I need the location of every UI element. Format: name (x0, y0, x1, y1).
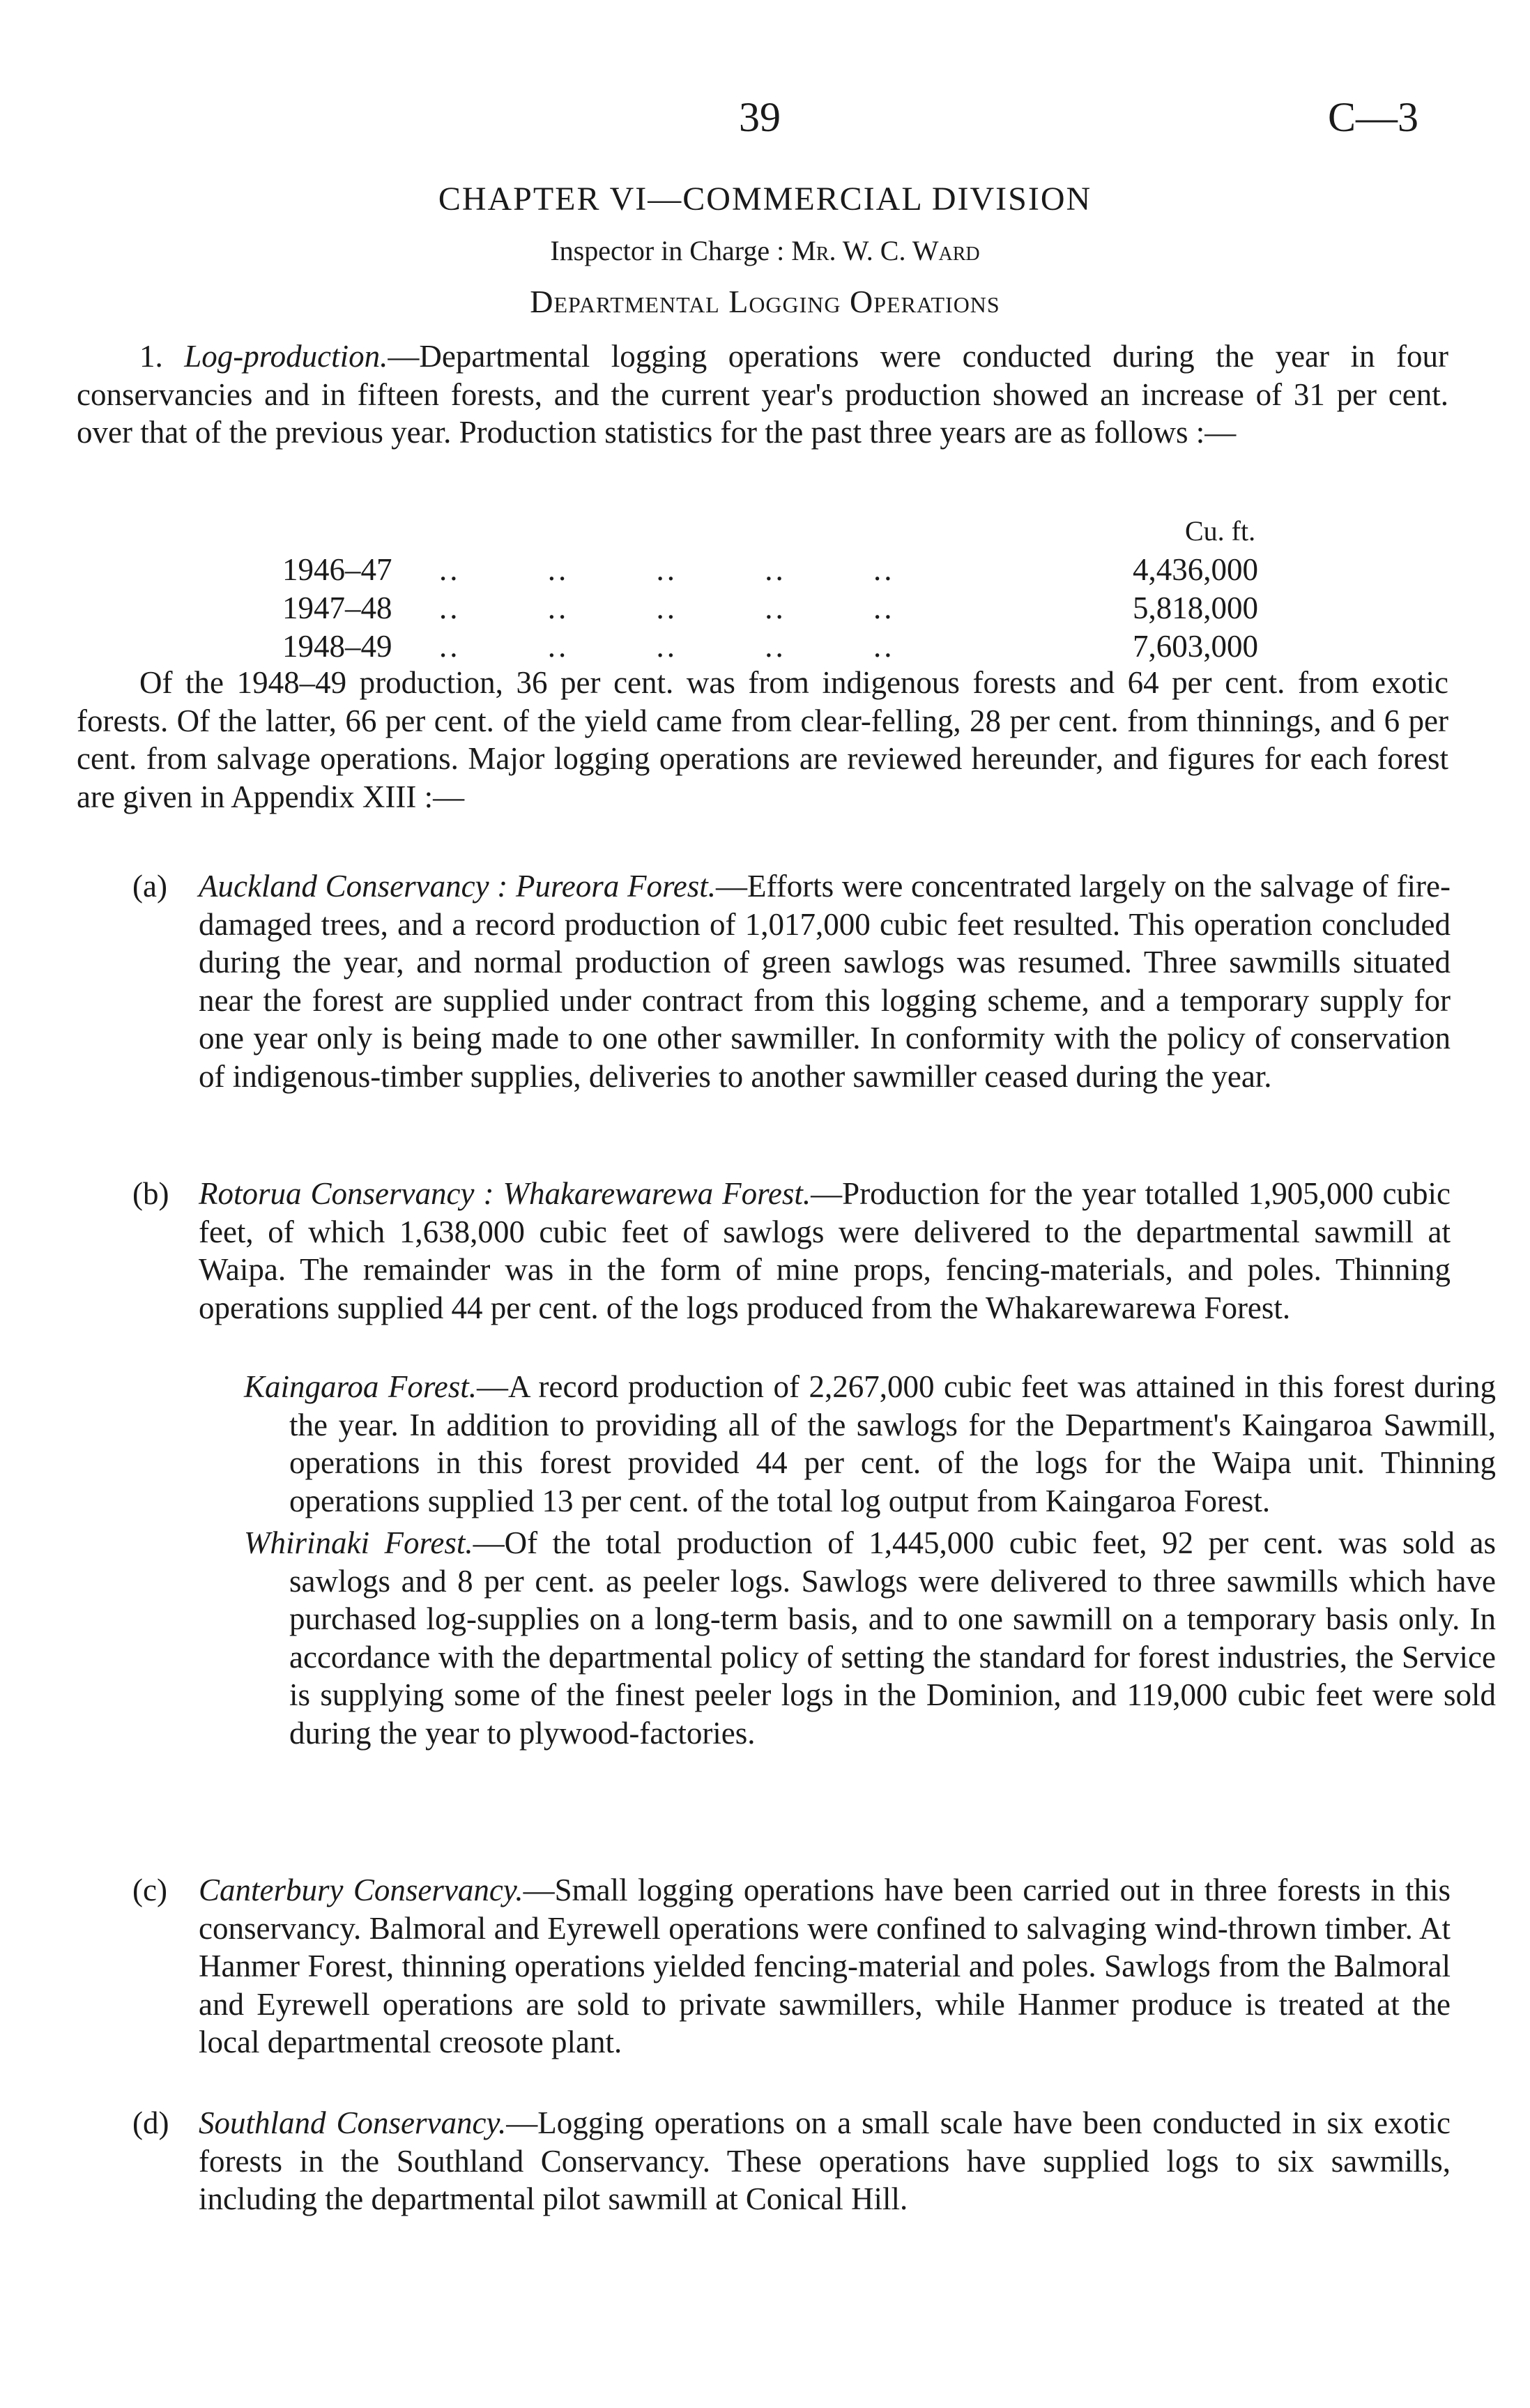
whirinaki-forest-heading: Whirinaki Forest. (244, 1525, 473, 1560)
stats-unit-label: Cu. ft. (1185, 515, 1256, 547)
log-production-heading: Log-production. (184, 339, 388, 374)
stats-year: 1947–48 (282, 590, 392, 625)
inspector-name: Mr. W. C. Ward (791, 235, 980, 266)
canterbury-text: —Small logging operations have been carried out in three forests in this conservancy. Balmoral and Eyrewell operations were confined to salvaging wind-thrown timber. At Hanmer Forest, thinning operations yielded fencing-material and poles. Sawlogs from the Balmoral and Eyrewell operations are sold to private sawmillers, while Hanmer produce is treated at the local departmental creosote plant. (199, 1873, 1451, 2060)
stats-row (282, 551, 1258, 589)
paragraph-number: 1. (139, 339, 163, 374)
chapter-title: CHAPTER VI—COMMERCIAL DIVISION (438, 181, 1092, 218)
production-stats-table (282, 551, 1258, 666)
page-number: 39 (739, 94, 781, 140)
inspector-line (0, 237, 1530, 265)
log-production-text: —Departmental logging operations were conducted during the year in four conservancies and in fifteen forests, and the current year's production showed an increase of 31 per cent. over that of the previous year. Production statistics for the past three years are as follows :— (77, 339, 1449, 450)
auckland-paragraph (199, 867, 1451, 1096)
item-label-a: (a) (132, 869, 167, 904)
item-label-c: (c) (132, 1873, 167, 1907)
pureora-forest-heading: Pureora Forest. (515, 869, 717, 904)
canterbury-paragraph (199, 1871, 1451, 2062)
stats-value: 7,603,000 (1133, 629, 1258, 664)
stats-year: 1948–49 (282, 629, 392, 664)
kaingaroa-forest-heading: Kaingaroa Forest. (244, 1369, 477, 1404)
whakarewarewa-forest-heading: Whakarewarewa Forest. (503, 1176, 811, 1211)
section-heading: Departmental Logging Operations (530, 284, 1000, 319)
stats-leader-dots: .. .. .. .. .. (439, 629, 895, 664)
item-label-d: (d) (132, 2105, 169, 2140)
inspector-prefix: Inspector in Charge : (550, 235, 785, 266)
rotorua-text: —Production for the year totalled 1,905,000 cubic feet, of which 1,638,000 cubic feet of sawlogs were delivered to the departmental sawmill at Waipa. The remainder was in the form of mine props, fencing-materials, and poles. Thinning operations supplied 44 per cent. of the logs produced from the Whakarewarewa Forest. (199, 1176, 1451, 1325)
auckland-conservancy-heading: Auckland Conservancy : (199, 869, 508, 904)
stats-value: 5,818,000 (1133, 590, 1258, 625)
whirinaki-paragraph (244, 1524, 1496, 1753)
rotorua-paragraph (199, 1175, 1451, 1327)
auckland-text: —Efforts were concentrated largely on the salvage of fire-damaged trees, and a record production of 1,017,000 cubic feet resulted. This operation concluded during the year, and normal production of green sawlogs was resumed. Three sawmills situated near the forest are supplied under contract from this logging scheme, and a temporary supply for one year only is being made to one other sawmiller. In conformity with the policy of conservation of indigenous-timber supplies, deliveries to another sawmiller ceased during the year. (199, 869, 1451, 1094)
stats-row (282, 627, 1258, 666)
whirinaki-text: —Of the total production of 1,445,000 cubic feet, 92 per cent. was sold as sawlogs and 8 per cent. as peeler logs. Sawlogs were delivered to three sawmills which have purchased log-supplies on a long-term basis, and to one sawmill on a temporary basis only. In accordance with the departmental policy of setting the standard for forest industries, the Service is supplying some of the finest peeler logs in the Dominion, and 119,000 cubic feet were sold during the year to plywood-factories. (289, 1525, 1496, 1751)
canterbury-conservancy-heading: Canterbury Conservancy. (199, 1873, 523, 1907)
stats-year: 1946–47 (282, 552, 392, 587)
production-origin-paragraph: Of the 1948–49 production, 36 per cent. was from indigenous forests and 64 per cent. from exotic forests. Of the latter, 66 per cent. of the yield came from clear-felling, 28 per cent. from thinnings, and 6 per cent. from salvage operations. Major logging operations are reviewed hereunder, and figures for each forest are given in Appendix XIII :— (77, 665, 1448, 814)
southland-text: —Logging operations on a small scale have been conducted in six exotic forests in the Southland Conservancy. These operations have supplied logs to six sawmills, including the departmental pilot sawmill at Conical Hill. (199, 2105, 1451, 2217)
item-label-b: (b) (132, 1176, 169, 1211)
kaingaroa-text: —A record production of 2,267,000 cubic feet was attained in this forest during the year. In addition to providing all of the sawlogs for the Department's Kaingaroa Sawmill, operations in this forest provided 44 per cent. of the logs for the Waipa unit. Thinning operations supplied 13 per cent. of the total log output from Kaingaroa Forest. (289, 1369, 1496, 1518)
stats-leader-dots: .. .. .. .. .. (439, 552, 895, 587)
stats-value: 4,436,000 (1133, 552, 1258, 587)
stats-row (282, 589, 1258, 627)
southland-paragraph (199, 2104, 1451, 2218)
southland-conservancy-heading: Southland Conservancy. (199, 2105, 507, 2140)
rotorua-conservancy-heading: Rotorua Conservancy : (199, 1176, 494, 1211)
report-code: C—3 (1328, 94, 1419, 140)
stats-leader-dots: .. .. .. .. .. (439, 590, 895, 625)
log-production-paragraph (77, 337, 1448, 452)
kaingaroa-paragraph (244, 1368, 1496, 1520)
